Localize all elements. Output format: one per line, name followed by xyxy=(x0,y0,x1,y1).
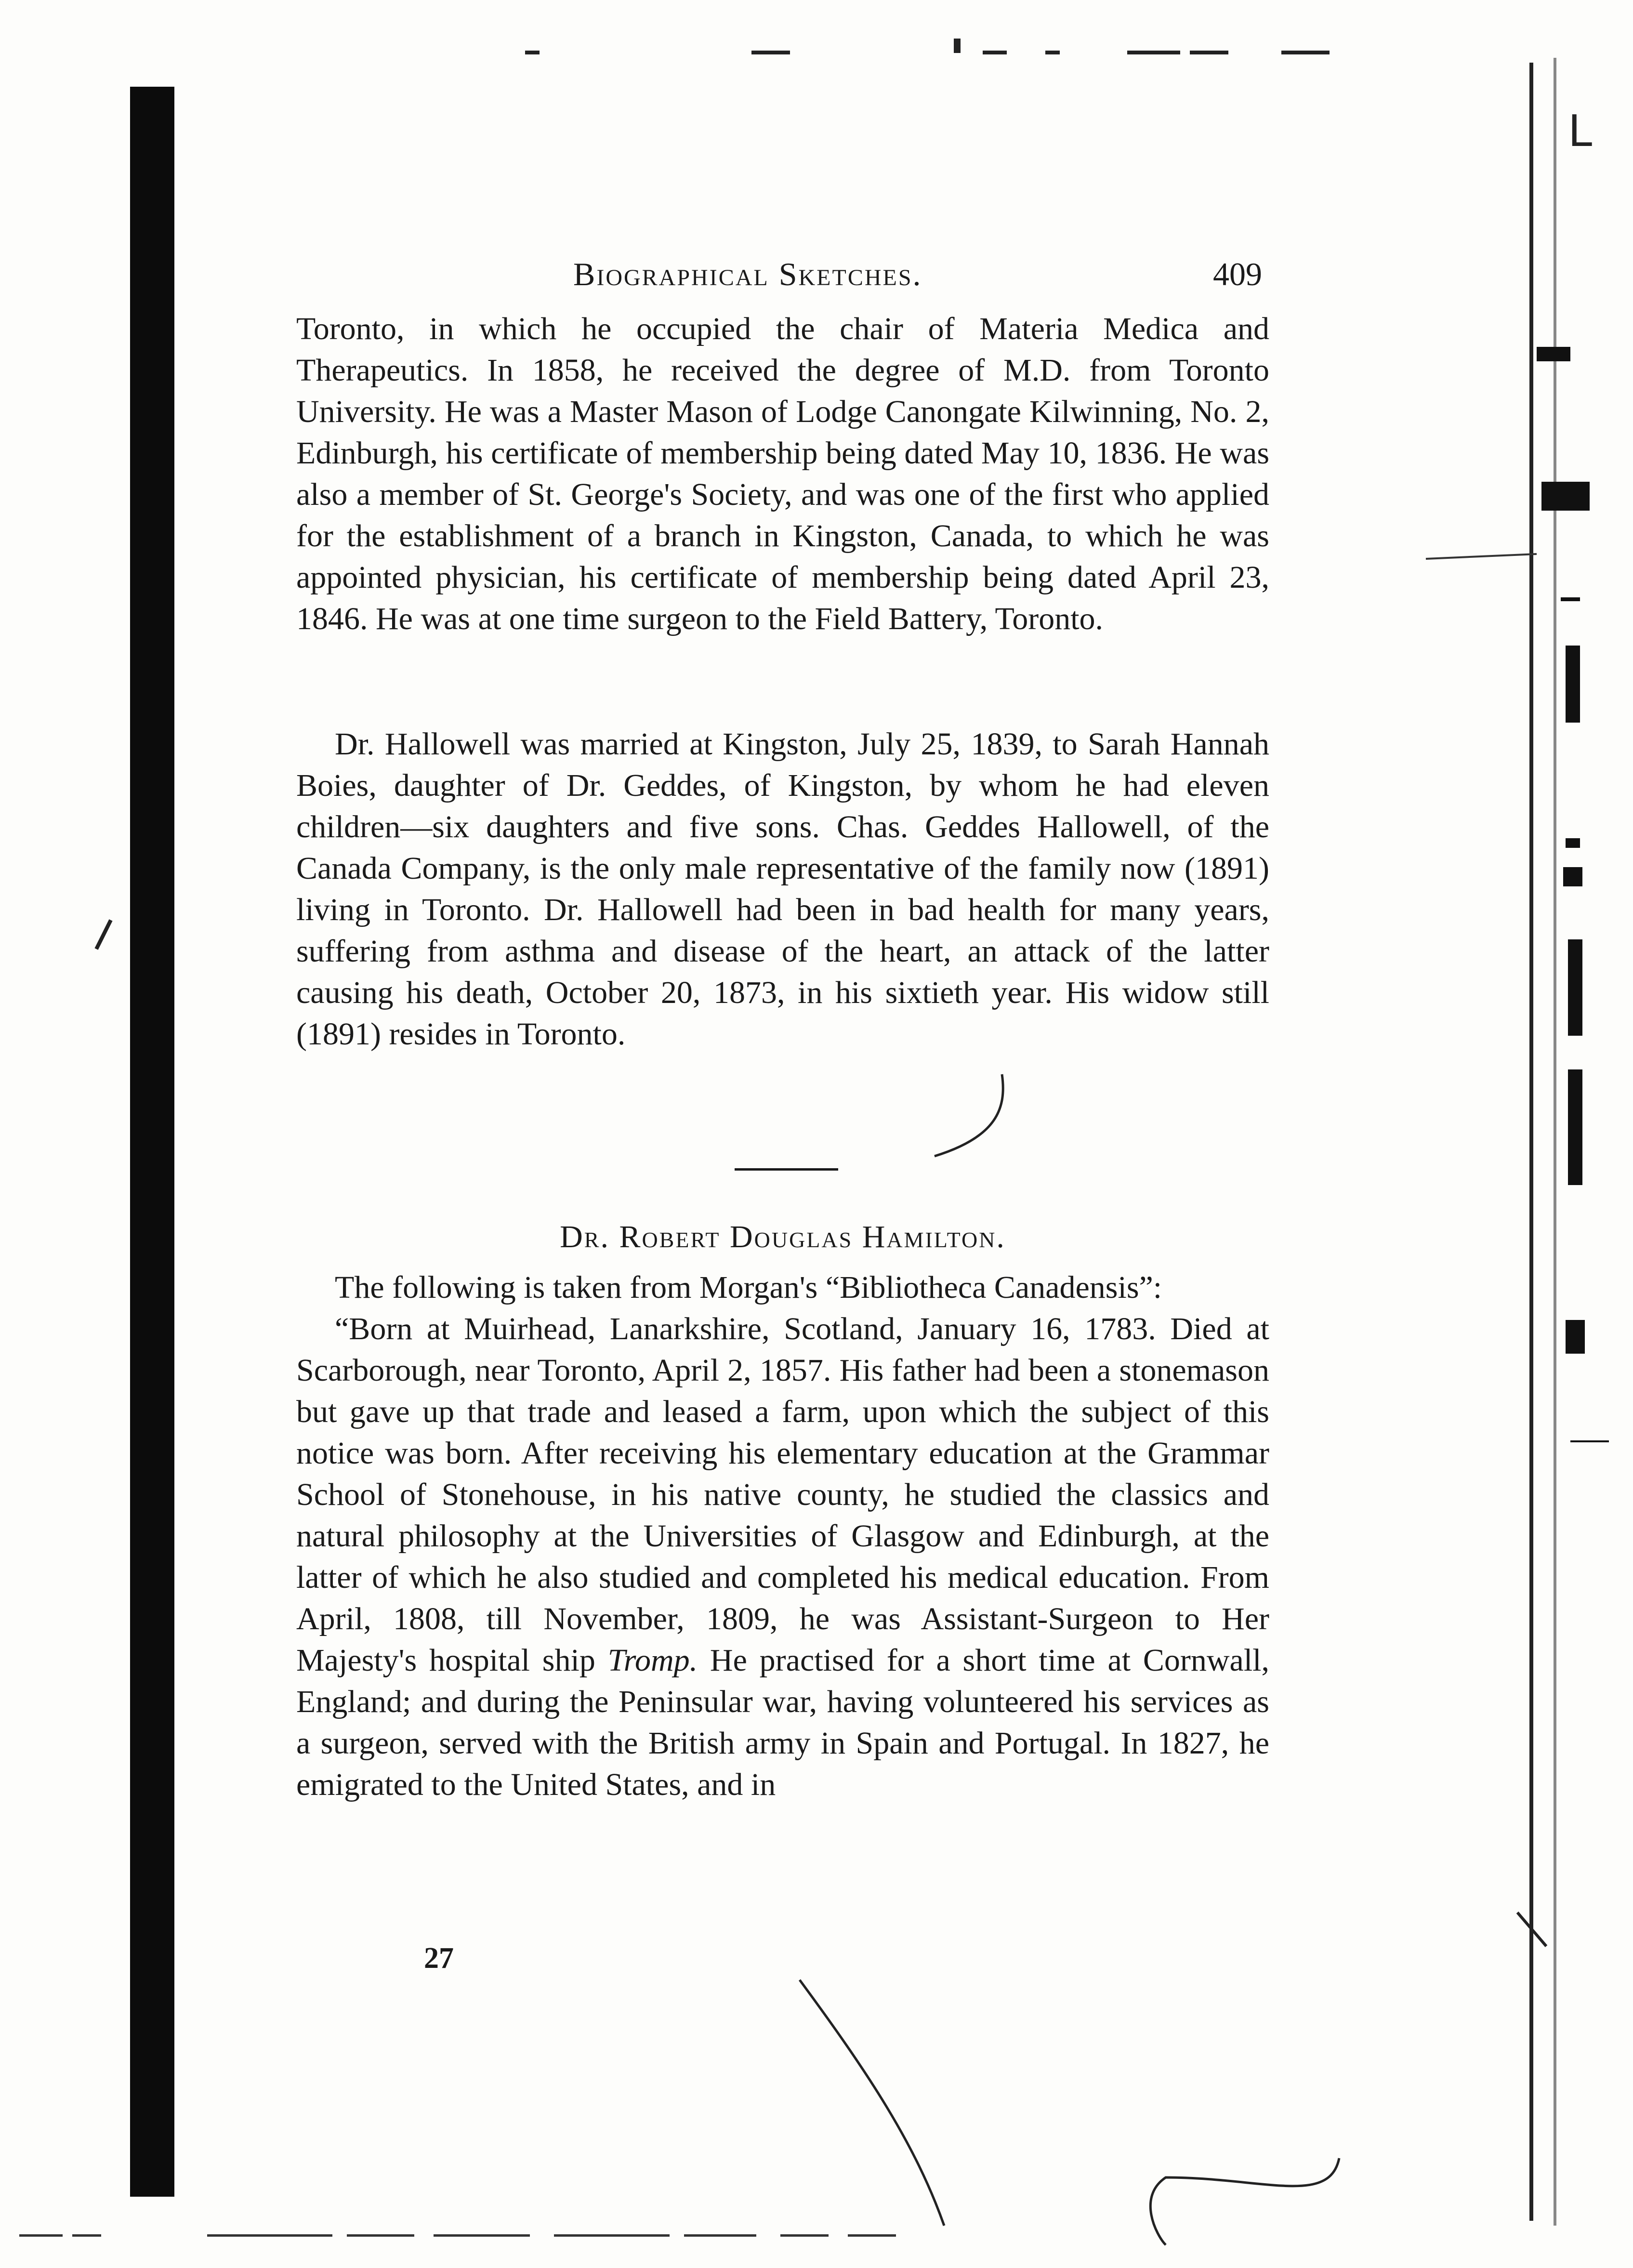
paragraph: The following is taken from Morgan's “Bibliotheca Canadensis”: xyxy=(335,1270,1162,1305)
scan-speck xyxy=(1566,1320,1585,1354)
scan-dash xyxy=(347,2234,414,2237)
scan-dash xyxy=(848,2234,896,2237)
paragraph xyxy=(296,1308,1269,1806)
scan-speck xyxy=(1537,347,1570,361)
ship-name: Tromp. xyxy=(607,1643,698,1678)
scan-speck xyxy=(1541,482,1590,511)
scan-speck xyxy=(1570,1440,1609,1442)
scan-dash xyxy=(751,51,790,54)
scan-dash xyxy=(1127,51,1180,54)
body-text-hallowell-family xyxy=(296,724,1269,1055)
body-text-continuation xyxy=(296,308,1269,640)
scan-dash xyxy=(525,51,540,54)
running-head: Biographical Sketches. xyxy=(573,256,922,292)
scan-speck xyxy=(1568,939,1582,1036)
section-divider xyxy=(735,1168,838,1171)
body-text-hamilton xyxy=(296,1267,1269,1806)
scan-dash xyxy=(684,2234,756,2237)
page-edge-line xyxy=(1529,63,1533,2221)
paragraph-text: He practised for a short time at Cornwall, England; and during the Peninsular war, having volunteered his services as a surgeon, served with the British army in Spain and Portugal. In 1827, he emigrated to the United States, and in xyxy=(296,1643,1270,1802)
page-header xyxy=(530,255,1262,303)
section-title: Dr. Robert Douglas Hamilton. xyxy=(560,1219,1006,1254)
scan-speck xyxy=(1568,1069,1582,1185)
scan-dash xyxy=(1281,51,1330,54)
binding-shadow xyxy=(130,87,174,2197)
corner-letter: L xyxy=(1568,106,1593,157)
page-number: 409 xyxy=(1213,256,1262,292)
scan-dash xyxy=(554,2234,670,2237)
scan-dash xyxy=(207,2234,332,2237)
scan-dash xyxy=(780,2234,829,2237)
paragraph: Toronto, in which he occupied the chair of Materia Medica and Therapeutics. In 1858, he received the degree of M.D. from Toronto University. He was a Master Mason of Lodge Canongate Kilwinning, No. 2, Edinburgh, his certificate of membership being dated May 10, 1836. He was also a member of St. George's Society, and was one of the first who applied for the establishment of a branch in Kingston, Canada, to which he was appointed physician, his certificate of membership being dated April 23, 1846. He was at one time surgeon to the Field Battery, Toronto. xyxy=(296,311,1269,636)
scan-speck xyxy=(1561,597,1580,601)
scan-speck xyxy=(1566,838,1580,848)
scan-speck xyxy=(1566,646,1580,723)
scan-dash xyxy=(1045,51,1060,54)
scan-dash xyxy=(954,39,961,53)
paragraph: Dr. Hallowell was married at Kingston, July 25, 1839, to Sarah Hannah Boies, daughter of Dr. Geddes, of Kingston, by whom he had eleven children—six daughters and five sons. Chas. Geddes Hallowell, of the Canada Company, is the only male representative of the family now (1891) living in Toronto. Dr. Hallowell had been in bad health for many years, suffering from asthma and disease of the heart, an attack of the latter causing his death, October 20, 1873, in his sixtieth year. His widow still (1891) resides in Toronto. xyxy=(296,726,1269,1052)
scan-dash xyxy=(434,2234,530,2237)
scan-dash xyxy=(983,51,1007,54)
scan-dash xyxy=(1190,51,1228,54)
scan-speck xyxy=(1563,867,1582,886)
scan-dash xyxy=(72,2234,101,2237)
scan-dash xyxy=(19,2234,63,2237)
page-edge-line-secondary xyxy=(1554,58,1556,2226)
signature-mark: 27 xyxy=(424,1942,454,1975)
paragraph-text: “Born at Muirhead, Lanarkshire, Scotland, January 16, 1783. Died at Scarborough, near Toronto, April 2, 1857. His father had been a stonemason but gave up that trade and leased a farm, upon which the subject of this notice was born. After receiving his elementary education at the Grammar School of Stonehouse, in his native county, he studied the classics and natural philosophy at the Universities of Glasgow and Edinburgh, at the latter of which he also studied and completed his medical education. From April, 1808, till November, 1809, he was Assistant-Surgeon to Her Majesty's hospital ship xyxy=(296,1311,1269,1678)
